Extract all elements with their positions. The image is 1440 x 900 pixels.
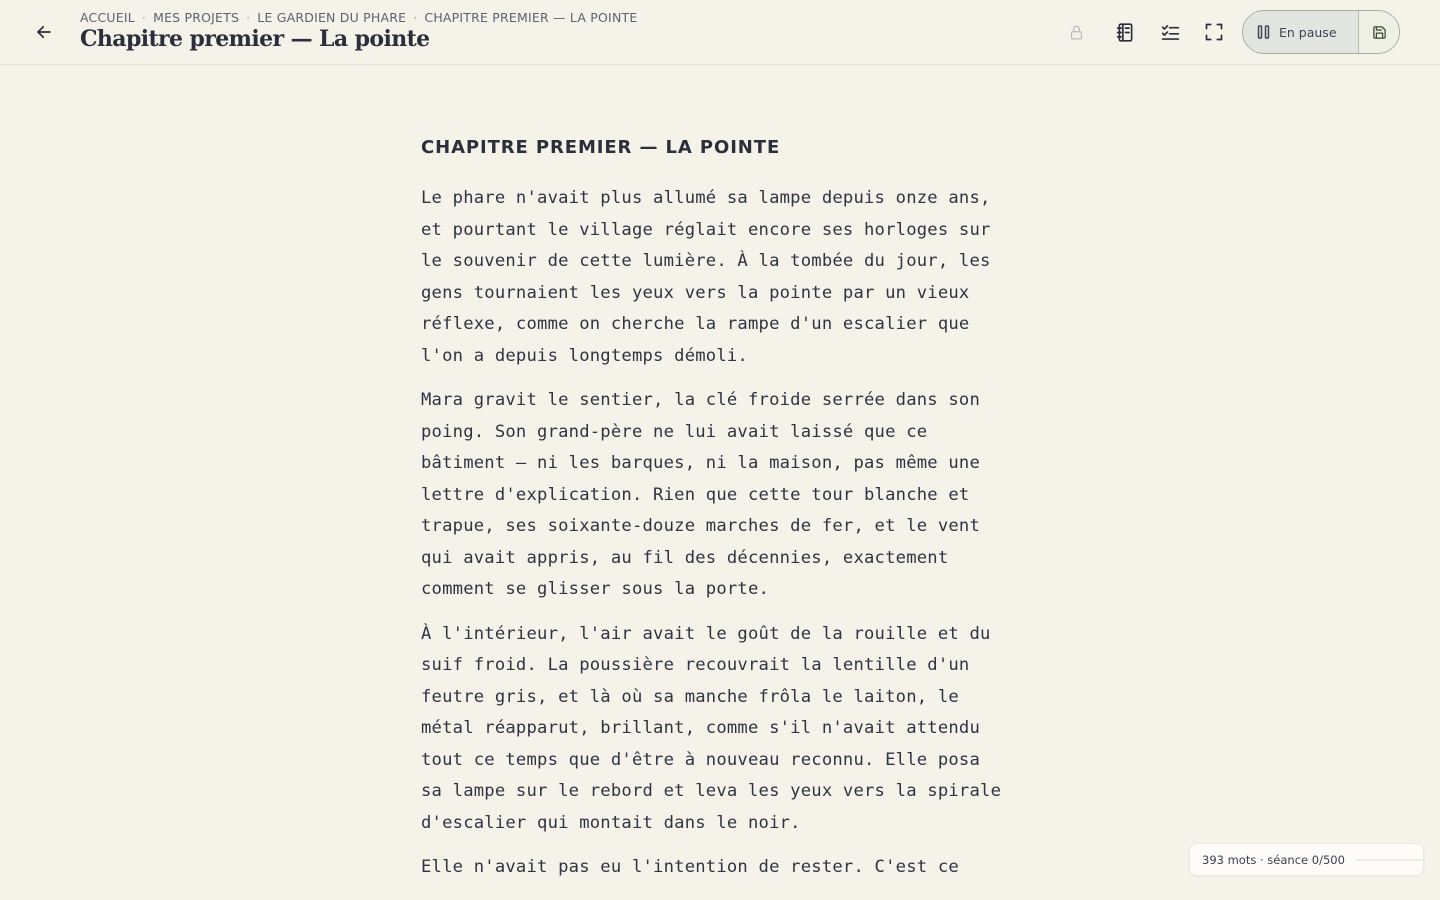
checklist-button[interactable] xyxy=(1154,16,1186,48)
breadcrumb-project[interactable]: LE GARDIEN DU PHARE xyxy=(257,9,407,25)
breadcrumb-mes-projets[interactable]: MES PROJETS xyxy=(153,9,240,25)
breadcrumb-separator: · xyxy=(141,9,147,25)
lock-icon xyxy=(1068,24,1085,41)
save-icon xyxy=(1372,25,1387,40)
lock-button[interactable] xyxy=(1060,16,1092,48)
arrow-left-icon xyxy=(35,23,53,41)
paragraph[interactable]: Elle n'avait pas eu l'intention de rester. C'est ce xyxy=(421,857,959,877)
back-button[interactable] xyxy=(28,16,60,48)
notebook-button[interactable] xyxy=(1109,16,1141,48)
breadcrumb-separator: · xyxy=(413,9,418,25)
manuscript-editor[interactable] xyxy=(421,136,1041,897)
breadcrumb xyxy=(80,9,637,25)
fullscreen-button[interactable] xyxy=(1198,16,1230,48)
page-title: Chapitre premier — La pointe xyxy=(80,26,430,52)
word-count-widget xyxy=(1189,843,1424,876)
fullscreen-icon xyxy=(1204,22,1224,42)
pause-label: En pause xyxy=(1279,24,1337,40)
session-progress-bar xyxy=(1355,859,1423,861)
notebook-icon xyxy=(1115,22,1136,43)
top-bar xyxy=(0,0,1440,65)
breadcrumb-separator: · xyxy=(246,9,251,25)
save-button[interactable] xyxy=(1359,11,1399,53)
paragraph[interactable]: À l'intérieur, l'air avait le goût de la rouille et du suif froid. La poussière recouvrait la lentille d'un feutre gris, et là où sa manche frôla le laiton, le métal réapparut, brillant, comme s'il n'avait attendu tout ce temps que d'être à nouveau reconnu. Elle posa sa lampe sur le rebord et leva les yeux vers la spirale d'escalier qui montait dans le noir. xyxy=(421,623,1002,833)
paragraph[interactable]: Le phare n'avait plus allumé sa lampe depuis onze ans, et pourtant le village réglait encore ses horloges sur le souvenir de cette lumière. À la tombée du jour, les gens tournaient les yeux vers la pointe par un vieux réflexe, comme on cherche la rampe d'un escalier que l'on a depuis longtemps démoli. xyxy=(421,188,991,366)
breadcrumb-accueil[interactable]: ACCUEIL xyxy=(80,9,135,25)
session-timer-group xyxy=(1242,10,1400,54)
paragraph[interactable]: Mara gravit le sentier, la clé froide serrée dans son poing. Son grand-père ne lui avait laissé que ce bâtiment — ni les barques, ni la maison, pas même une lettre d'explication. Rien que cette tour blanche et trapue, ses soixante-douze marches de fer, et le vent qui avait appris, au fil des décennies, exactement comment se glisser sous la porte. xyxy=(421,390,981,599)
pause-icon xyxy=(1257,25,1270,39)
checklist-icon xyxy=(1160,22,1181,43)
breadcrumb-chapter: CHAPITRE PREMIER — LA POINTE xyxy=(424,9,638,25)
chapter-heading[interactable]: CHAPITRE PREMIER — LA POINTE xyxy=(421,137,781,158)
word-count-text: 393 mots · séance 0/500 xyxy=(1202,852,1345,867)
pause-button[interactable] xyxy=(1243,11,1359,53)
